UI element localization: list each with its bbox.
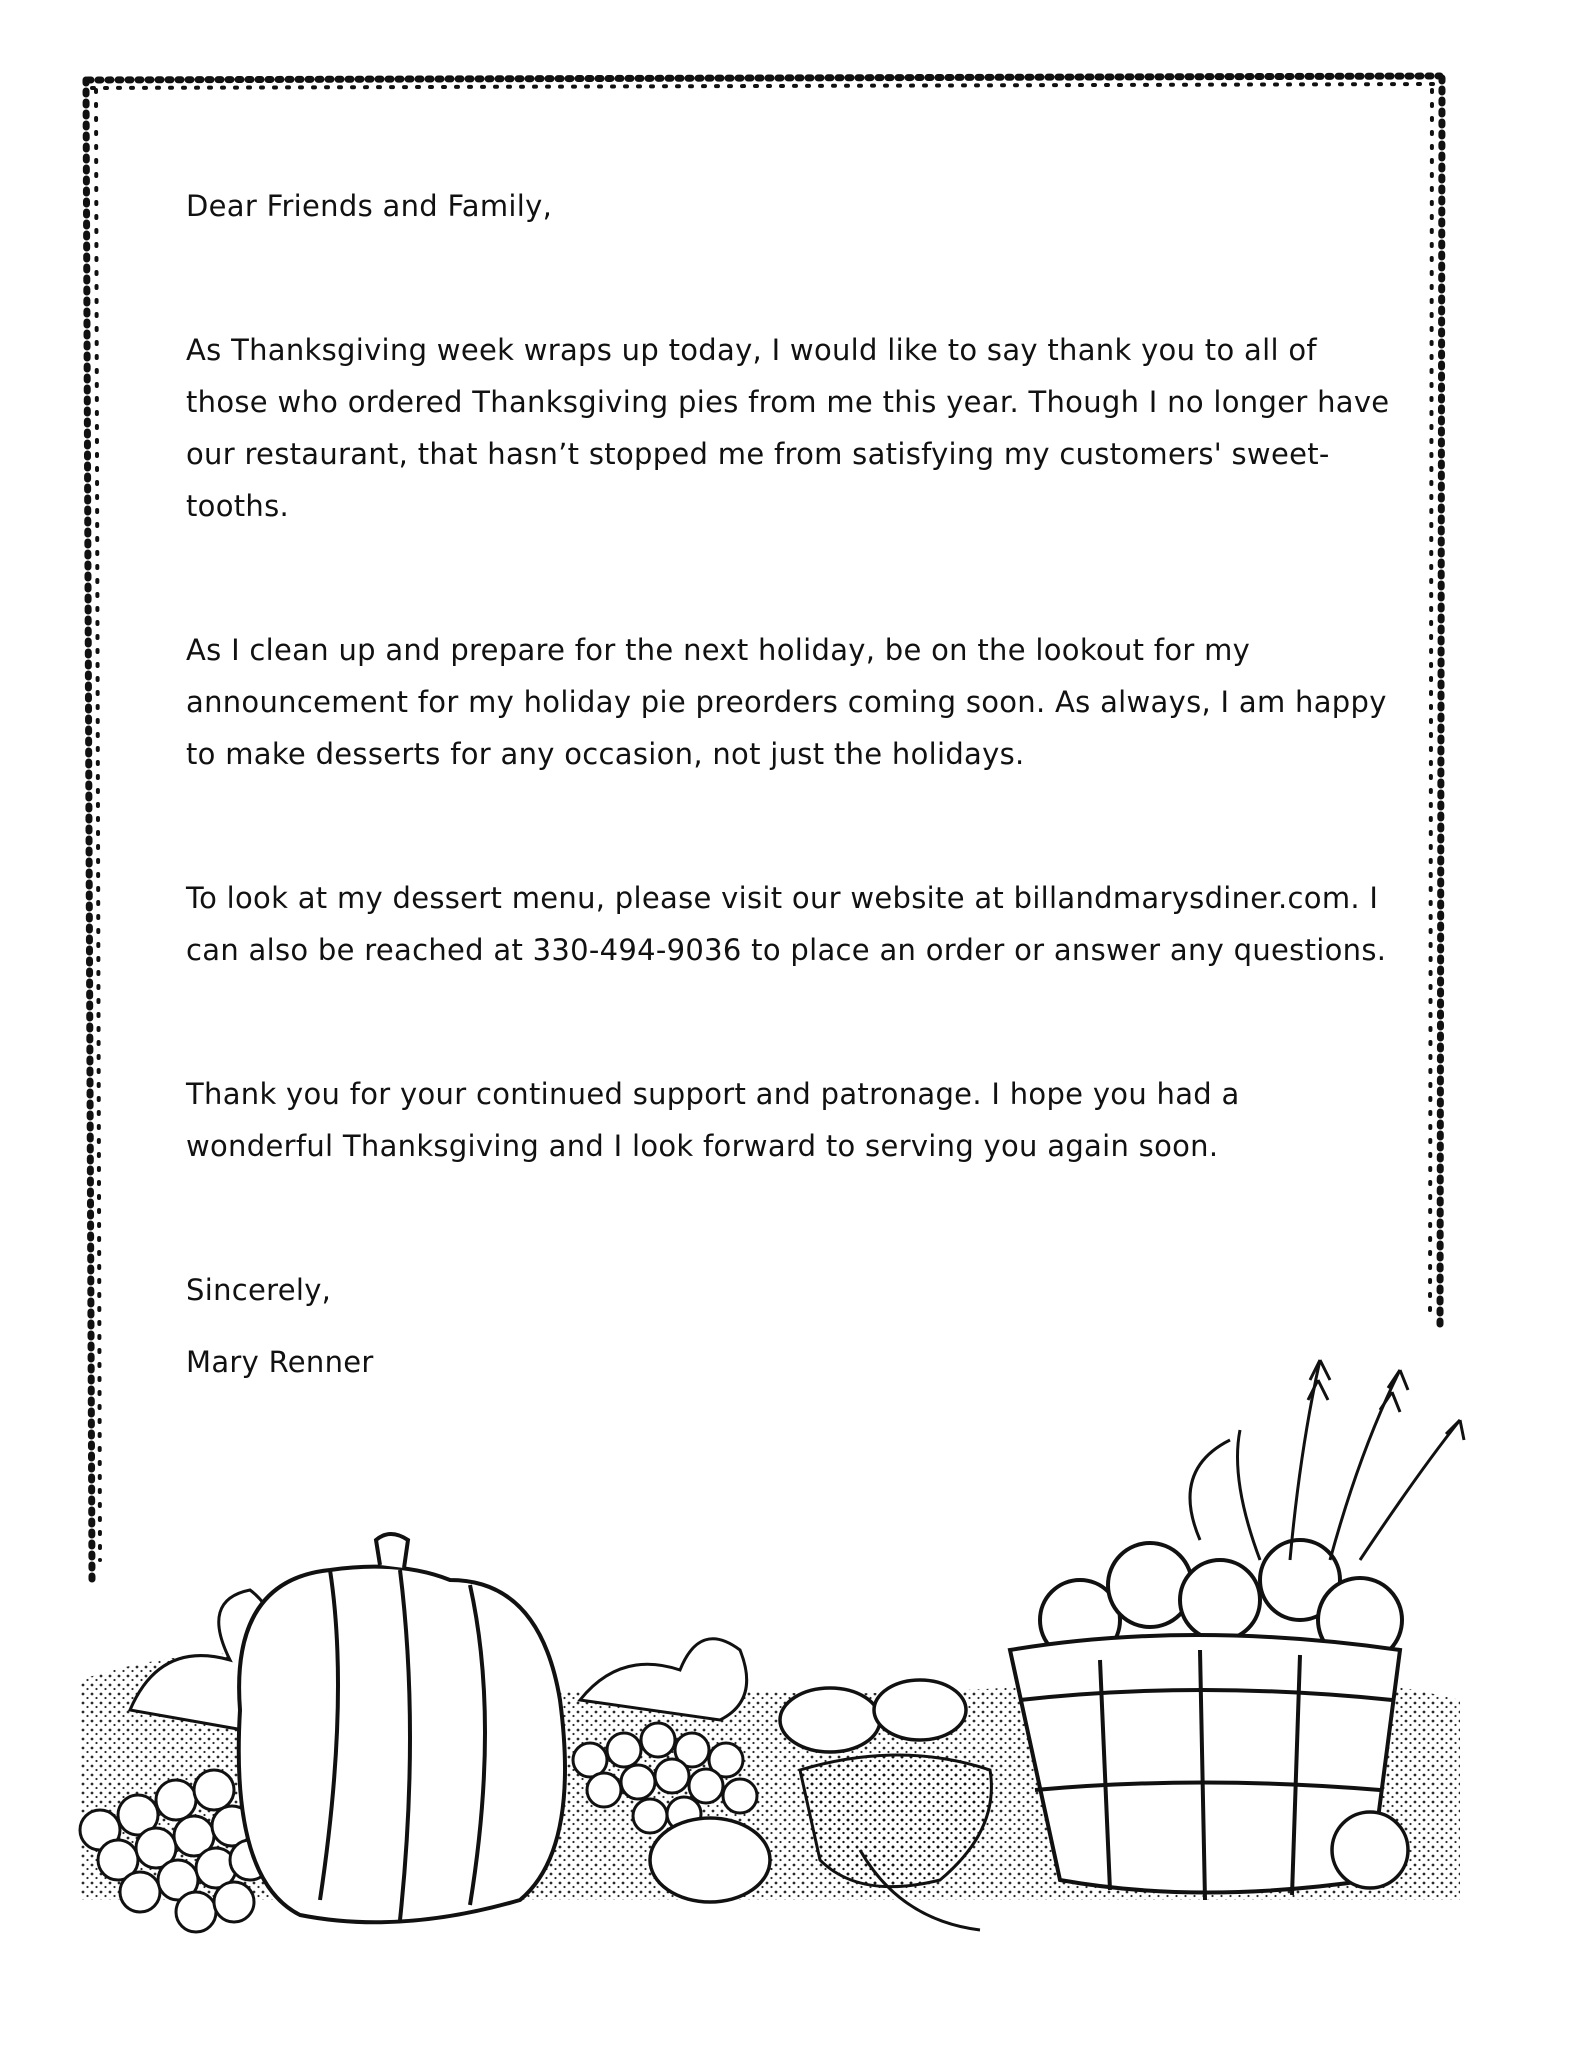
letter-paragraph-2: As I clean up and prepare for the next holiday, be on the lookout for my announcement for my holiday pie preorders coming soon. As always, I am happy to make desserts for any occasion, not just the holidays. — [186, 633, 1387, 771]
letter-signature: Mary Renner — [186, 1345, 374, 1379]
letter-closing: Sincerely, — [186, 1273, 332, 1307]
letter-paragraph-3: To look at my dessert menu, please visit our website at billandmarysdiner.com. I can also be reached at 330-494-9036 to place an order or answer any questions. — [186, 881, 1387, 967]
letter-paragraph-4: Thank you for your continued support and patronage. I hope you had a wonderful Thanksgiving and I look forward to serving you again soon. — [186, 1077, 1240, 1163]
pumpkin — [239, 1534, 565, 1922]
letter-body — [186, 180, 1396, 1388]
letter-greeting: Dear Friends and Family, — [186, 189, 553, 223]
fruit-right — [1332, 1812, 1408, 1888]
wheat-stalks — [1190, 1360, 1464, 1560]
corn — [800, 1755, 991, 1930]
letter-paragraph-1: As Thanksgiving week wraps up today, I would like to say thank you to all of those who ordered Thanksgiving pies from me this year. Though I no longer have our restaurant, that hasn’t stopped me from satisfying my customers' sweet-tooths. — [186, 333, 1390, 523]
